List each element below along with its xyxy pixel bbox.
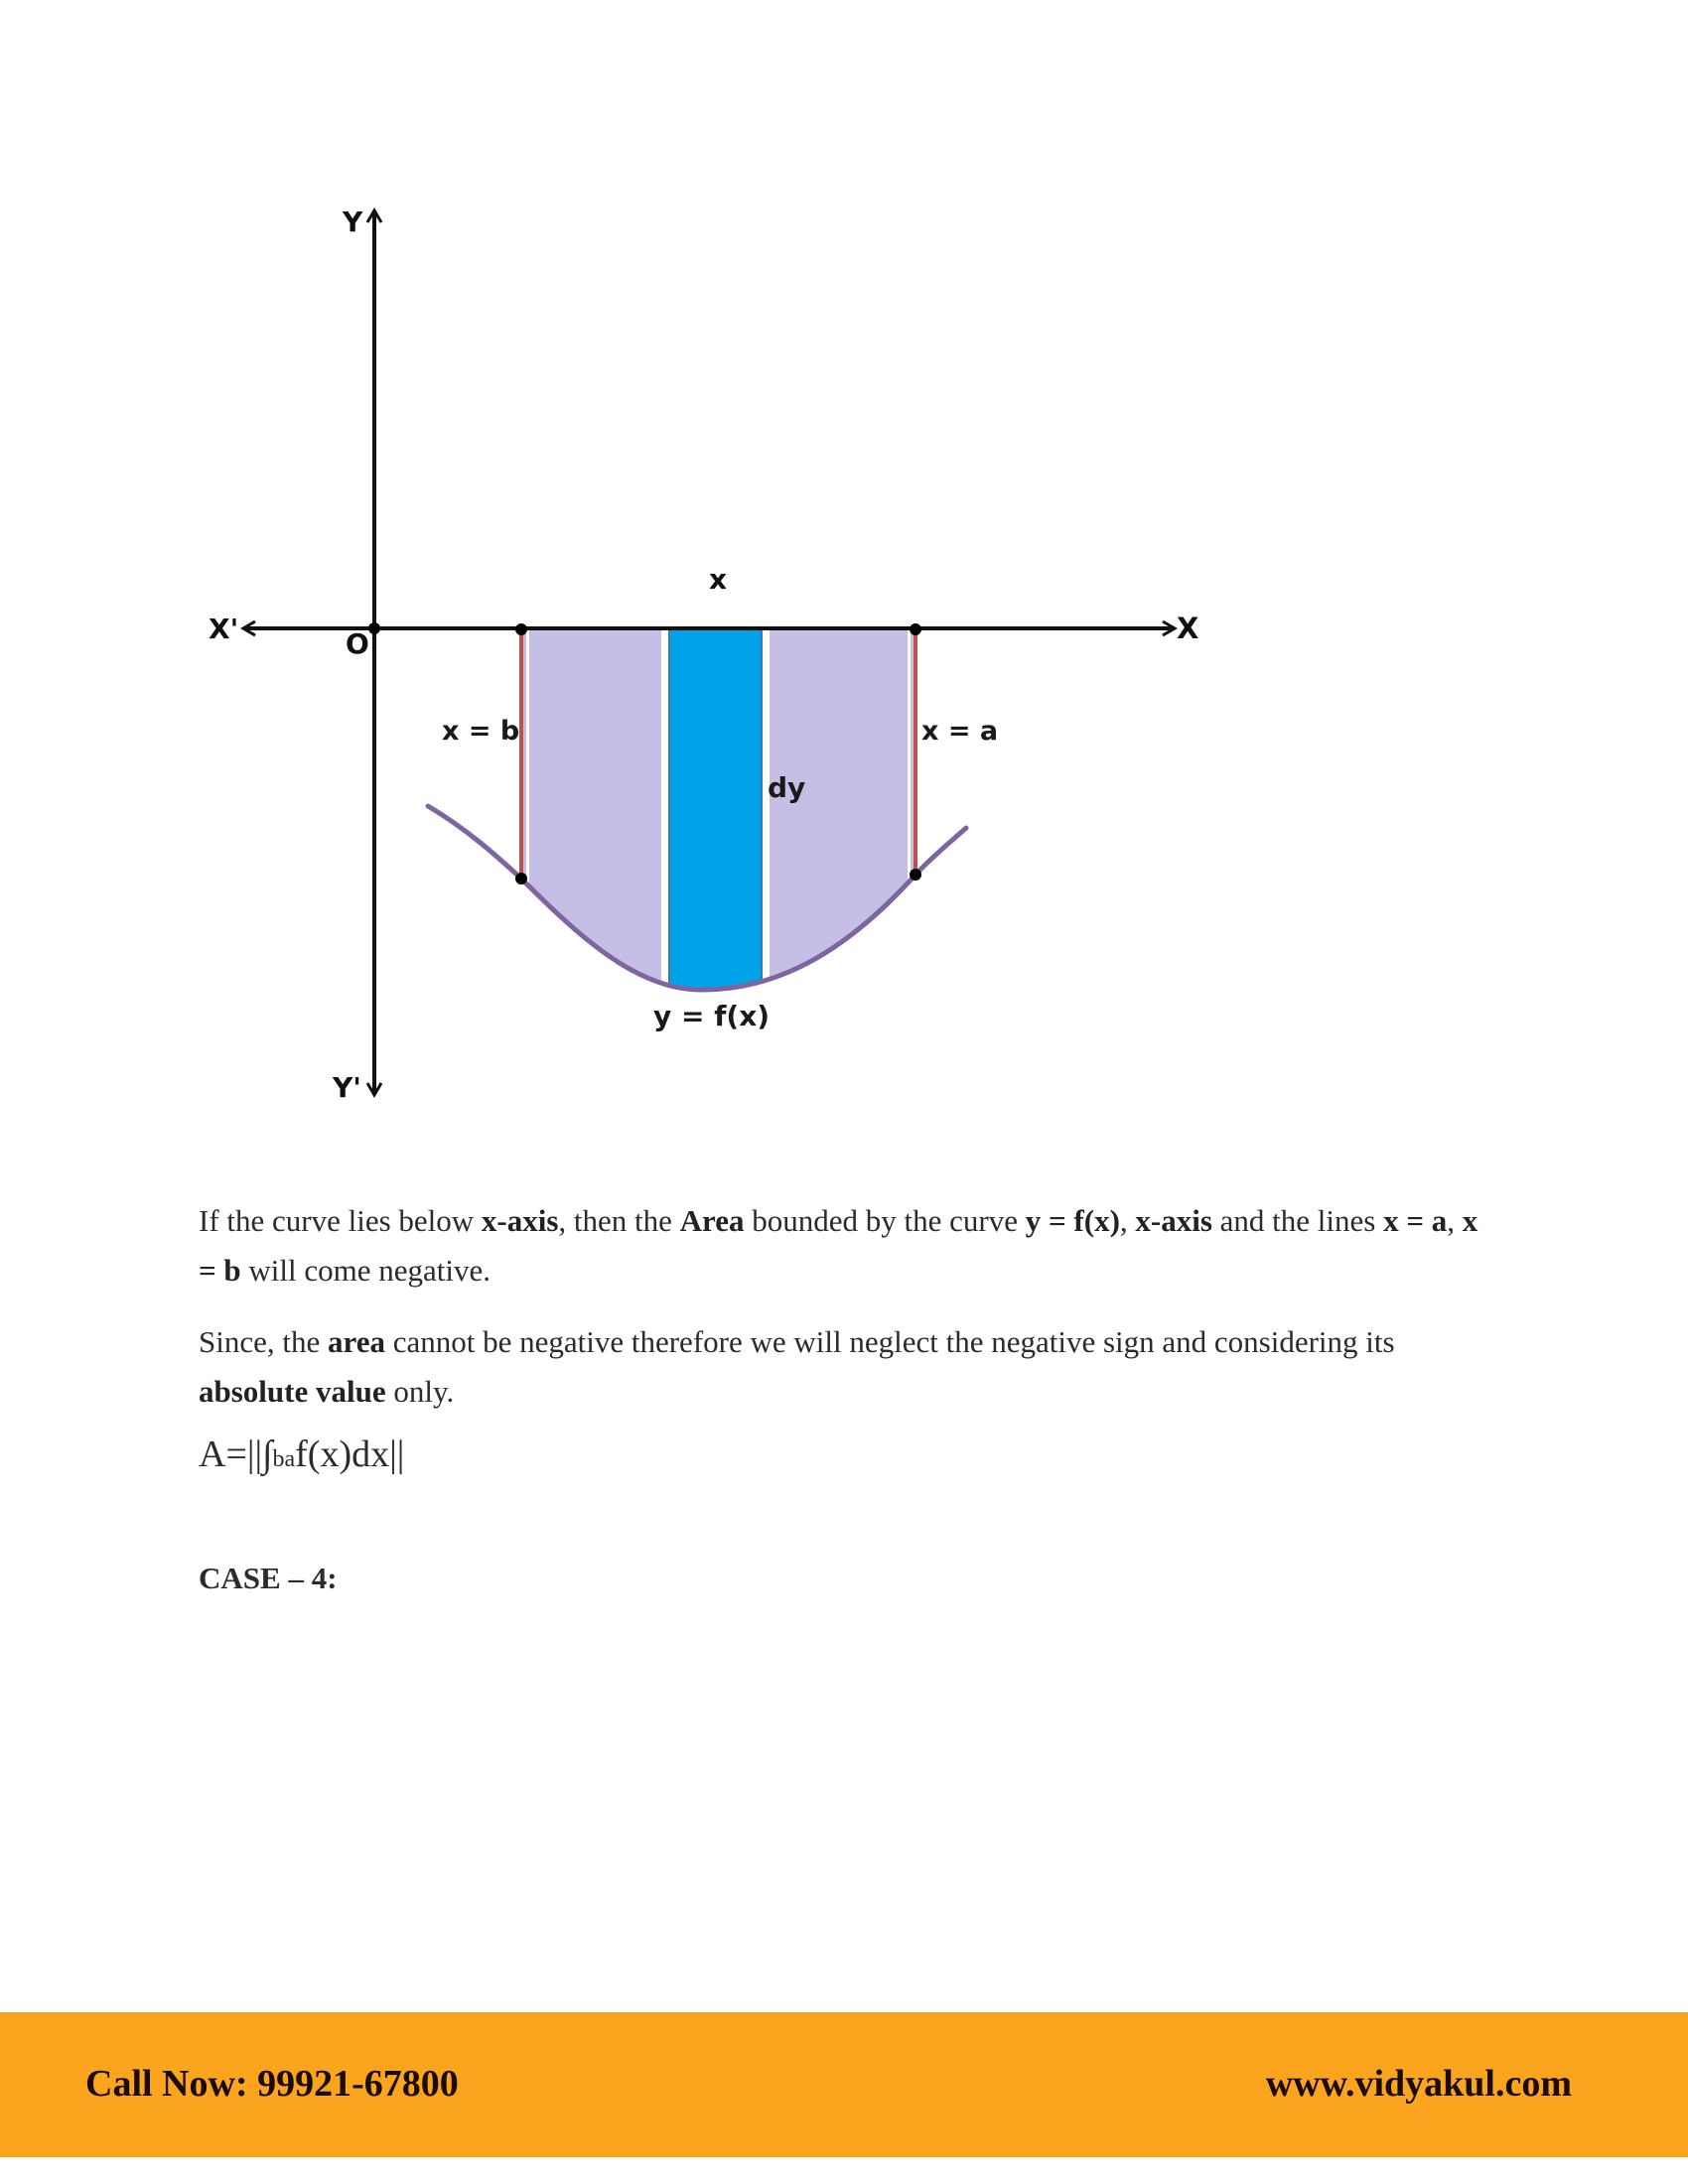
bold-area: area: [328, 1324, 385, 1359]
bold-curve-equation: y = f(x): [1025, 1203, 1120, 1238]
text-span: will come negative.: [240, 1253, 492, 1288]
point-a-on-curve: [910, 869, 921, 881]
bold-absolute-value: absolute value: [199, 1374, 386, 1409]
label-x-equals-b: x = b: [442, 716, 520, 747]
text-span: ,: [1447, 1203, 1463, 1238]
label-curve: y = f(x): [653, 1000, 771, 1032]
bold-x-equals-b: x = b: [199, 1203, 1478, 1288]
case-heading: CASE – 4:: [199, 1561, 338, 1595]
text-span: bounded by the curve: [744, 1203, 1026, 1238]
label-dy: dy: [768, 771, 806, 804]
label-x-equals-a: x = a: [921, 716, 999, 747]
text-span: If the curve lies below: [199, 1203, 482, 1238]
label-x: X: [1177, 612, 1199, 645]
text-span: ,: [1119, 1203, 1136, 1238]
strip-gap-right: [762, 628, 770, 1006]
paragraph-curve-below-x-axis: [199, 1196, 1489, 1296]
bound-gap-left: [526, 628, 529, 1006]
point-b-on-axis: [515, 623, 527, 635]
footer-website-link[interactable]: www.vidyakul.com: [1265, 2063, 1572, 2105]
formula-body: f(x)dx||: [295, 1433, 405, 1475]
shaded-region: [521, 628, 915, 1006]
bold-x-equals-a: x = a: [1383, 1203, 1448, 1238]
text-span: Since, the: [199, 1324, 328, 1359]
label-origin: O: [346, 627, 369, 660]
footer-phone[interactable]: Call Now: 99921-67800: [85, 2063, 459, 2105]
bold-x-axis: x-axis: [1135, 1203, 1212, 1238]
label-y: Y: [343, 205, 363, 238]
strip-gap-left: [661, 628, 669, 1006]
footer-banner: [0, 2012, 1688, 2157]
elementary-strip: [669, 628, 762, 1006]
label-x-prime: X': [209, 613, 239, 645]
point-b-on-curve: [515, 873, 527, 885]
formula-prefix: A=||∫: [199, 1433, 273, 1475]
label-y-prime: Y': [333, 1071, 361, 1104]
bound-gap-right: [908, 628, 911, 1006]
bold-area: Area: [679, 1203, 745, 1238]
bold-x-axis: x-axis: [481, 1203, 559, 1238]
paragraph-absolute-value: [199, 1317, 1489, 1417]
text-span: cannot be negative therefore we will neglect the negative sign and considering its: [384, 1324, 1395, 1359]
label-strip-x: x: [709, 563, 728, 596]
text-span: , then the: [558, 1203, 680, 1238]
formula-limits: ba: [272, 1446, 296, 1472]
text-span: and the lines: [1211, 1203, 1384, 1238]
point-a-on-axis: [910, 623, 921, 635]
area-formula: [199, 1430, 404, 1484]
origin-point: [368, 622, 380, 634]
text-span: only.: [385, 1374, 455, 1409]
